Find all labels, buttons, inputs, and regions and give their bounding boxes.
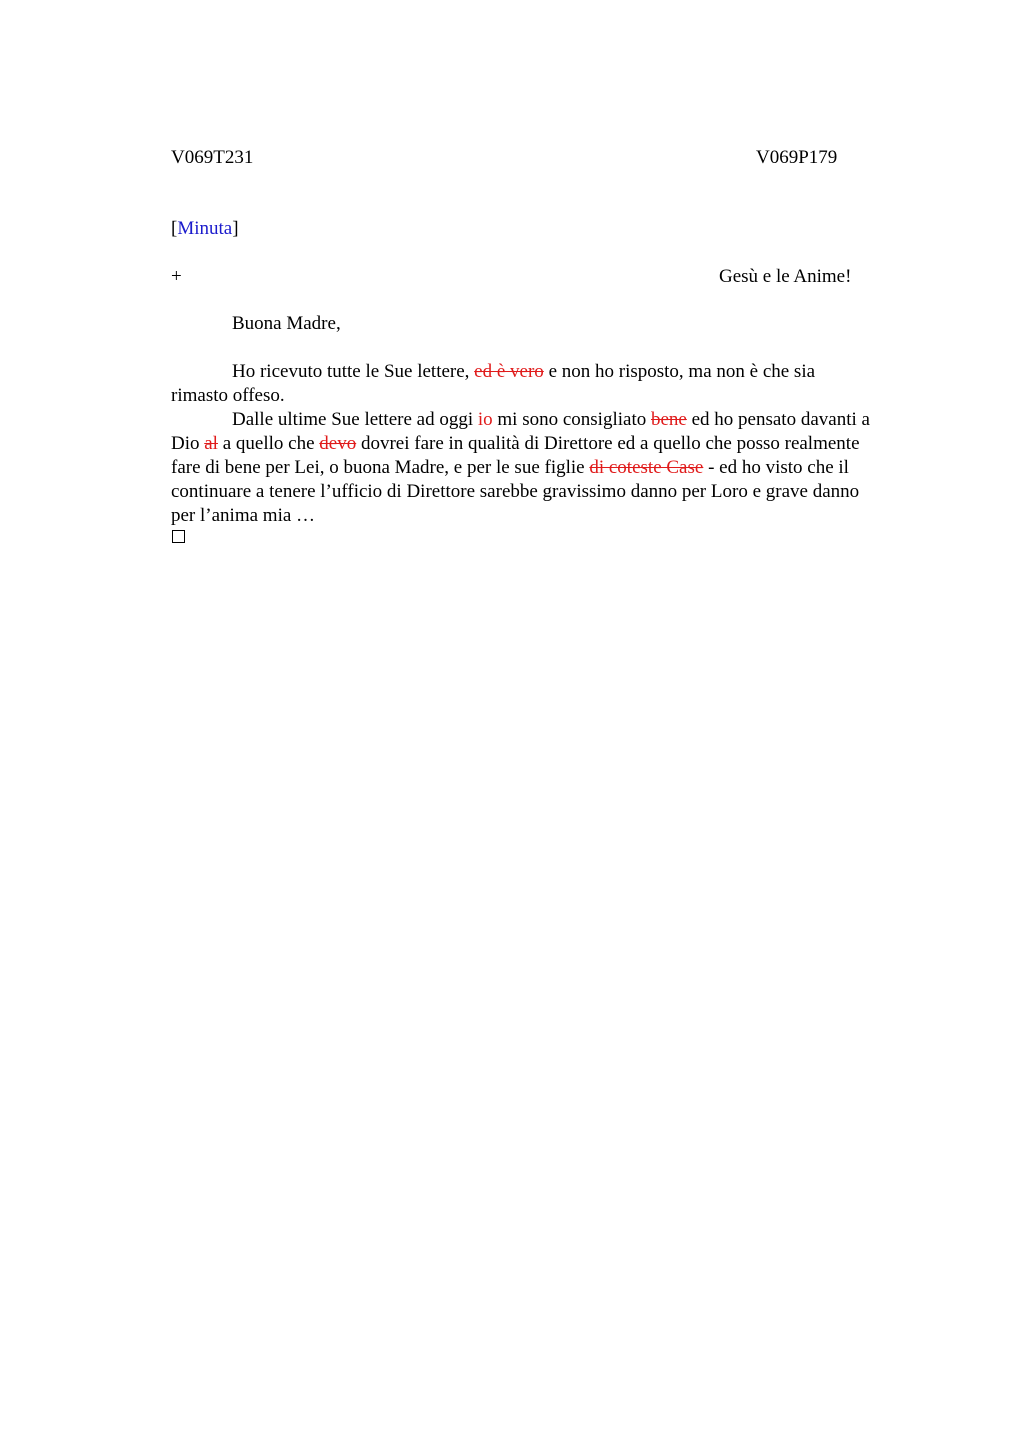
bracket-open: [ [171, 218, 178, 239]
deleted-text: bene [650, 409, 687, 430]
reference-code-left: V069T231 [171, 147, 254, 168]
letter-body [171, 360, 931, 528]
deleted-text: di coteste Case [589, 457, 704, 478]
inserted-text: io [477, 409, 493, 430]
paragraph-1 [171, 360, 931, 408]
deleted-text: ed è vero [474, 361, 544, 382]
paragraph-line: continuare a tenere l’ufficio di Direttore sarebbe gravissimo danno per Loro e grave danno [171, 481, 860, 502]
bracket-close: ] [232, 218, 239, 239]
paragraph-line: fare di bene per Lei, o buona Madre, e per le sue figlie di coteste Case - ed ho visto che il [171, 457, 849, 478]
motto: Gesù e le Anime! [719, 266, 852, 287]
paragraph-2 [171, 408, 931, 528]
paragraph-line: rimasto offeso. [171, 385, 285, 406]
paragraph-line: Dio al a quello che devo dovrei fare in qualità di Direttore ed a quello che posso realmente [171, 433, 860, 454]
document-type-label: Minuta [177, 218, 233, 239]
salutation: Buona Madre, [232, 313, 341, 334]
cross-symbol: + [171, 266, 182, 287]
paragraph-line: per l’anima mia … [171, 505, 316, 526]
reference-code-right: V069P179 [756, 147, 838, 168]
paragraph-line: Ho ricevuto tutte le Sue lettere, ed è vero e non ho risposto, ma non è che sia [232, 361, 816, 382]
paragraph-line: Dalle ultime Sue lettere ad oggi io mi sono consigliato bene ed ho pensato davanti a [232, 409, 870, 430]
deleted-text: al [204, 433, 218, 454]
document-type [171, 217, 239, 241]
deleted-text: devo [319, 433, 357, 454]
end-marker-square-icon [172, 530, 185, 543]
